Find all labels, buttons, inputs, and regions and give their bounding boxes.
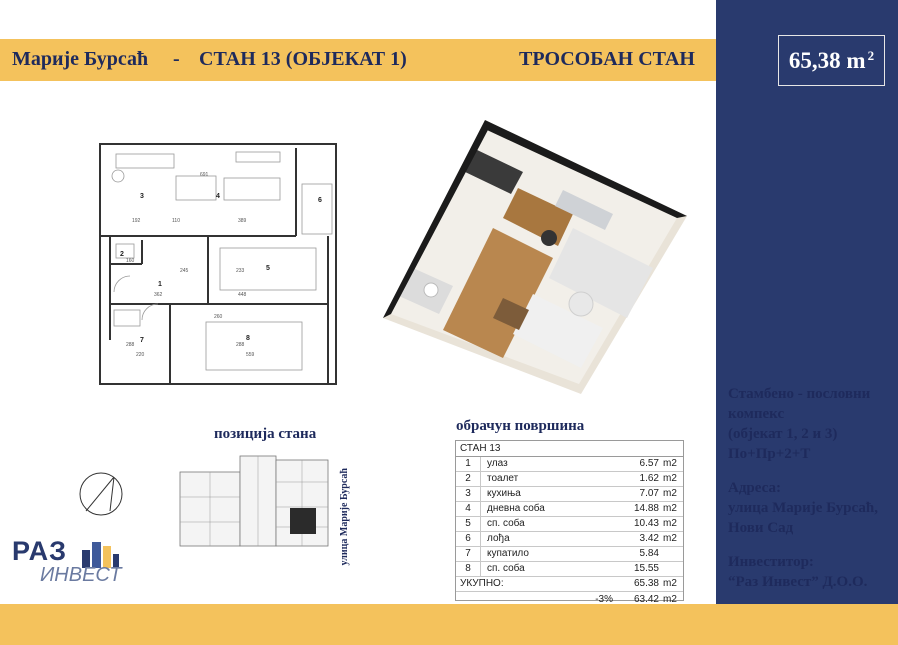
position-title: позиција стана bbox=[214, 426, 317, 442]
dim-label: 691 bbox=[200, 172, 209, 178]
logo-bottom-text: ИНВЕСТ bbox=[40, 564, 122, 586]
dim-label: 389 bbox=[238, 218, 247, 224]
room-unit-cell: m2 bbox=[663, 533, 677, 544]
room-name-cell: сп. соба bbox=[487, 518, 525, 529]
room-area-cell: 10.43 bbox=[633, 518, 659, 529]
room-number-5: 5 bbox=[266, 265, 270, 272]
street-label: улица Марије Бурсаћ bbox=[339, 468, 350, 566]
room-area-cell: 6.57 bbox=[639, 458, 659, 469]
dim-label: 233 bbox=[236, 268, 245, 274]
reduction-percent: -3% bbox=[595, 594, 613, 605]
table-reduced-row bbox=[456, 592, 683, 608]
room-number-1: 1 bbox=[158, 281, 162, 288]
area-table bbox=[455, 440, 684, 605]
floor-plan bbox=[96, 140, 346, 386]
info-line: Стамбено - пословни bbox=[728, 386, 871, 402]
room-area-cell: 5.84 bbox=[639, 548, 659, 559]
room-name-cell: кухиња bbox=[487, 488, 521, 499]
dim-label: 559 bbox=[246, 352, 255, 358]
room-number-cell: 8 bbox=[456, 562, 481, 576]
room-number-7: 7 bbox=[140, 337, 144, 344]
apartment-highlight bbox=[290, 508, 316, 534]
area-value: 65,38 m bbox=[788, 47, 866, 73]
title-separator: - bbox=[173, 48, 180, 70]
info-line: (објекат 1, 2 и 3) bbox=[728, 426, 838, 442]
address-label: Адреса: bbox=[728, 480, 781, 496]
room-name-cell: лођа bbox=[487, 533, 510, 544]
reduction-unit: m2 bbox=[663, 594, 677, 605]
total-value: 65.38 bbox=[633, 578, 659, 589]
logo-top-text: РАЗ bbox=[12, 536, 68, 566]
footer-band bbox=[0, 604, 898, 645]
table-row bbox=[456, 517, 683, 532]
room-name-cell: купатило bbox=[487, 548, 529, 559]
room-name-cell: тоалет bbox=[487, 473, 519, 484]
room-area-cell: 1.62 bbox=[639, 473, 659, 484]
investor-name: “Раз Инвест” Д.О.О. bbox=[728, 574, 868, 590]
room-unit-cell: m2 bbox=[663, 503, 677, 514]
info-line: компекс bbox=[728, 406, 785, 422]
table-row bbox=[456, 547, 683, 562]
project-info bbox=[728, 384, 893, 606]
table-header: СТАН 13 bbox=[456, 441, 683, 457]
table-row bbox=[456, 532, 683, 547]
room-number-3: 3 bbox=[140, 193, 144, 200]
room-number-cell: 2 bbox=[456, 472, 481, 486]
room-area-cell: 15.55 bbox=[633, 563, 659, 574]
room-number-4: 4 bbox=[216, 193, 220, 200]
dim-label: 448 bbox=[238, 292, 247, 298]
room-area-cell: 3.42 bbox=[639, 533, 659, 544]
room-unit-cell: m2 bbox=[663, 473, 677, 484]
reduction-value: 63.42 bbox=[633, 594, 659, 605]
address-line: улица Марије Бурсаћ, bbox=[728, 500, 878, 516]
table-total-row bbox=[456, 577, 683, 592]
room-unit-cell bbox=[663, 547, 683, 561]
calc-title: обрачун површина bbox=[456, 418, 585, 434]
isometric-render bbox=[373, 118, 689, 396]
address-block bbox=[728, 478, 893, 538]
room-name-cell: сп. соба bbox=[487, 563, 525, 574]
street-name: Марије Бурсаћ bbox=[12, 48, 149, 70]
room-number-cell: 3 bbox=[456, 487, 481, 501]
info-line: По+Пр+2+Т bbox=[728, 446, 811, 462]
room-unit-cell: m2 bbox=[663, 458, 677, 469]
room-number-cell: 1 bbox=[456, 457, 481, 471]
address-line: Нови Сад bbox=[728, 520, 794, 536]
room-name-cell: дневна соба bbox=[487, 503, 545, 514]
table-row bbox=[456, 457, 683, 472]
apartment-type: ТРОСОБАН СТАН bbox=[519, 48, 695, 70]
area-unit-exponent: 2 bbox=[867, 47, 875, 63]
dim-label: 288 bbox=[236, 342, 245, 348]
dim-label: 245 bbox=[180, 268, 189, 274]
room-area-cell: 14.88 bbox=[633, 503, 659, 514]
room-number-2: 2 bbox=[120, 251, 124, 258]
room-number-8: 8 bbox=[246, 335, 250, 342]
room-number-cell: 6 bbox=[456, 532, 481, 546]
total-unit: m2 bbox=[663, 578, 677, 589]
table-row bbox=[456, 487, 683, 502]
room-unit-cell: m2 bbox=[663, 518, 677, 529]
dim-label: 260 bbox=[214, 314, 223, 320]
complex-description bbox=[728, 384, 893, 464]
position-plan bbox=[172, 452, 332, 552]
dim-label: 288 bbox=[126, 342, 135, 348]
table-row bbox=[456, 562, 683, 577]
north-arrow-icon bbox=[78, 471, 124, 517]
investor-label: Инвеститор: bbox=[728, 554, 814, 570]
room-number-cell: 5 bbox=[456, 517, 481, 531]
dim-label: 160 bbox=[126, 258, 135, 264]
dim-label: 110 bbox=[172, 218, 180, 224]
table-row bbox=[456, 502, 683, 517]
room-area-cell: 7.07 bbox=[639, 488, 659, 499]
room-number-6: 6 bbox=[318, 197, 322, 204]
unit-title: СТАН 13 (ОБЈЕКАТ 1) bbox=[199, 48, 407, 70]
area-badge bbox=[778, 35, 885, 86]
total-label: УКУПНО: bbox=[460, 578, 504, 589]
dim-label: 220 bbox=[136, 352, 145, 358]
investor-block bbox=[728, 552, 893, 592]
dim-label: 192 bbox=[132, 218, 141, 224]
dim-label: 362 bbox=[154, 292, 163, 298]
room-unit-cell: m2 bbox=[663, 488, 677, 499]
company-logo bbox=[12, 536, 122, 592]
room-number-cell: 4 bbox=[456, 502, 481, 516]
table-row bbox=[456, 472, 683, 487]
room-number-cell: 7 bbox=[456, 547, 481, 561]
room-unit-cell bbox=[663, 562, 683, 576]
room-name-cell: улаз bbox=[487, 458, 508, 469]
